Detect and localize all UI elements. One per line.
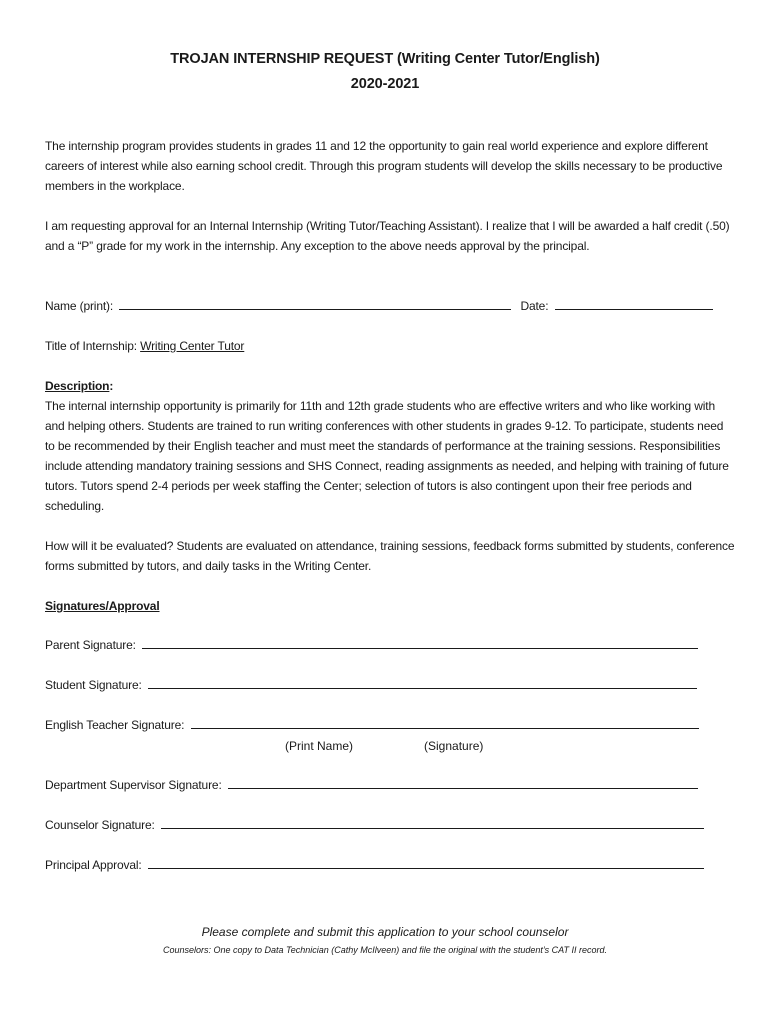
- counselor-signature-label: Counselor Signature:: [45, 818, 155, 832]
- internship-title-label: Title of Internship:: [45, 339, 137, 353]
- english-teacher-signature-label: English Teacher Signature:: [45, 718, 185, 732]
- description-heading-text: Description: [45, 379, 110, 393]
- parent-signature-label: Parent Signature:: [45, 638, 136, 652]
- principal-approval-field[interactable]: [148, 855, 704, 869]
- submission-instruction: Please complete and submit this application to your school counselor: [201, 925, 569, 939]
- description-body: The internal internship opportunity is primarily for 11th and 12th grade students who are effective writers and who like working with and helping others. Students are trained to run writing conferences with other students in grades 9-12. To participate, students need to be recommended by their English teacher and must meet the standards of performance at the training sessions. Responsibilities include attending mandatory training sessions and SHS Connect, reading assignments as needed, and helping with training of future tutors. Tutors spend 2-4 periods per week staffing the Center; selection of tutors is also contingent upon their free periods and scheduling.: [45, 399, 729, 513]
- signature-caption: (Signature): [424, 739, 484, 753]
- request-paragraph: I am requesting approval for an Internal Internship (Writing Tutor/Teaching Assistant). I realize that I will be awarded a half credit (.50) and a “P” grade for my work in the internship. Any exception to the above needs approval by the principal.: [45, 219, 730, 253]
- student-signature-field[interactable]: [148, 675, 697, 689]
- department-supervisor-signature-label: Department Supervisor Signature:: [45, 778, 222, 792]
- evaluation-paragraph: How will it be evaluated? Students are evaluated on attendance, training sessions, feedback forms submitted by students, conference forms submitted by tutors, and daily tasks in the Writing Center.: [45, 539, 735, 573]
- name-label: Name (print):: [45, 299, 114, 313]
- principal-approval-row: [45, 855, 704, 875]
- english-teacher-signature-row: [45, 715, 699, 735]
- counselor-signature-row: [45, 815, 704, 835]
- name-date-row: [45, 296, 713, 316]
- intro-paragraph: The internship program provides students in grades 11 and 12 the opportunity to gain real world experience and explore different careers of interest while also earning school credit. Through this program students will develop the skills necessary to be productive members in the workplace.: [45, 139, 723, 193]
- student-signature-row: [45, 675, 697, 695]
- signatures-heading: [45, 596, 160, 616]
- print-name-caption: (Print Name): [285, 739, 354, 753]
- description-heading-colon: :: [109, 379, 114, 393]
- form-title: TROJAN INTERNSHIP REQUEST (Writing Center Tutor/English): [170, 51, 600, 67]
- department-supervisor-signature-row: [45, 775, 698, 795]
- name-field[interactable]: [119, 296, 511, 310]
- english-teacher-signature-field[interactable]: [191, 715, 699, 729]
- description-heading: [45, 376, 113, 396]
- internship-title-value: Writing Center Tutor: [140, 339, 245, 353]
- internship-title-row: [45, 336, 244, 356]
- signatures-heading-text: Signatures/Approval: [45, 599, 160, 613]
- school-year: 2020-2021: [350, 76, 420, 92]
- counselor-signature-field[interactable]: [161, 815, 704, 829]
- parent-signature-row: [45, 635, 698, 655]
- date-field[interactable]: [555, 296, 713, 310]
- counselor-instruction: Counselors: One copy to Data Technician (Cathy McIlveen) and file the original with the student’s CAT II record.: [162, 945, 608, 955]
- parent-signature-field[interactable]: [142, 635, 698, 649]
- student-signature-label: Student Signature:: [45, 678, 142, 692]
- department-supervisor-signature-field[interactable]: [228, 775, 698, 789]
- principal-approval-label: Principal Approval:: [45, 858, 142, 872]
- date-label: Date:: [520, 299, 549, 313]
